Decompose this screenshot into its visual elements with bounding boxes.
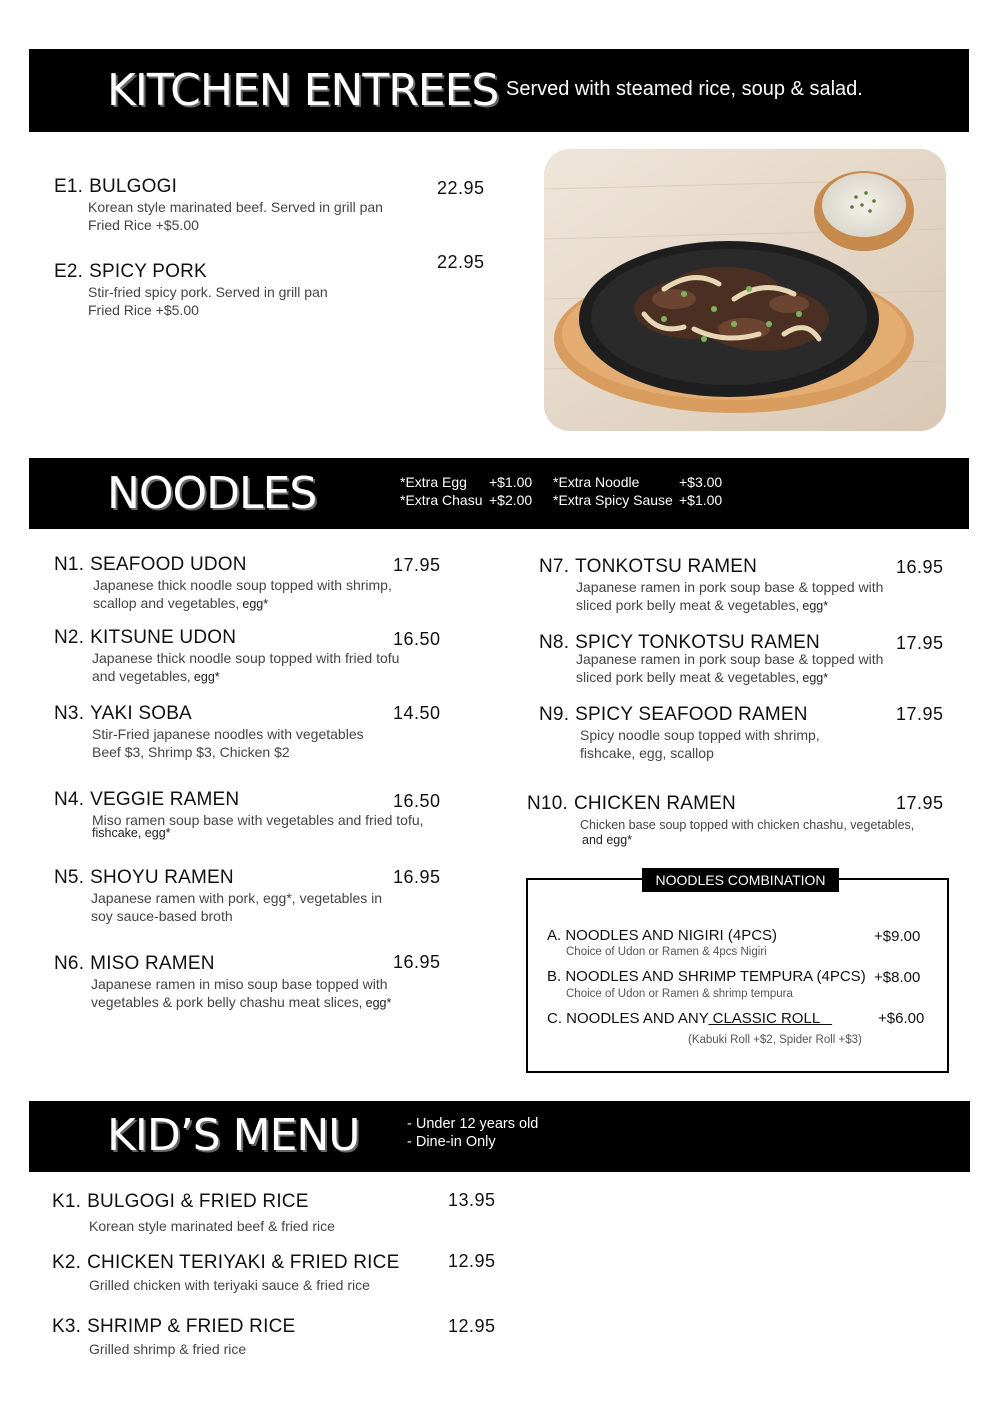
combo-a-name: A. NOODLES AND NIGIRI (4PCS) <box>547 927 778 944</box>
menu-item-n4 <box>54 789 424 840</box>
item-code: N2. <box>54 627 85 648</box>
combo-b-price: +$8.00 <box>874 969 921 986</box>
item-code: K1. <box>52 1191 82 1212</box>
bulgogi-dish-icon <box>544 149 946 431</box>
item-name: YAKI SOBA <box>90 703 192 724</box>
item-name: BULGOGI & FRIED RICE <box>87 1191 309 1212</box>
menu-item-n6 <box>54 953 391 1012</box>
menu-item-n5 <box>54 867 382 925</box>
combo-b-name: B. NOODLES AND SHRIMP TEMPURA (4PCS) <box>547 968 866 985</box>
item-description: Japanese ramen in pork soup base & topped with <box>576 579 884 595</box>
item-egg-note: fishcake, egg* <box>92 826 171 840</box>
item-description: Chicken base soup topped with chicken chashu, vegetables, <box>580 818 915 832</box>
item-code: N10. <box>527 793 568 814</box>
item-description-2: scallop and vegetables <box>93 595 236 611</box>
item-description: Stir-fried spicy pork. Served in grill pan <box>88 284 328 300</box>
item-code: N7. <box>539 556 570 577</box>
item-description-2: fishcake, egg, scallop <box>580 745 714 761</box>
item-code: N9. <box>539 704 570 725</box>
item-description: Stir-Fried japanese noodles with vegetables <box>92 726 364 742</box>
price-n1: 17.95 <box>393 555 441 575</box>
extra-spicy-label: *Extra Spicy Sause <box>553 492 673 508</box>
kitchen-entrees-title: KITCHEN ENTREES <box>107 65 499 116</box>
item-egg-note: , egg* <box>795 599 829 613</box>
menu-item-e1 <box>54 176 383 234</box>
item-name: CHICKEN TERIYAKI & FRIED RICE <box>87 1252 400 1273</box>
item-addons: Beef $3, Shrimp $3, Chicken $2 <box>92 744 290 760</box>
kids-note-dine-in: - Dine-in Only <box>407 1134 496 1150</box>
item-egg-note: , egg* <box>235 597 269 611</box>
price-n4: 16.50 <box>393 791 441 811</box>
price-k3: 12.95 <box>448 1316 496 1336</box>
item-name: SEAFOOD UDON <box>90 554 247 575</box>
item-description-2: sliced pork belly meat & vegetables <box>576 597 796 613</box>
item-egg-note: , egg* <box>186 670 220 684</box>
kitchen-entrees-subtitle: Served with steamed rice, soup & salad. <box>506 78 863 100</box>
kids-menu-title: KID’S MENU <box>107 1110 360 1161</box>
price-e1: 22.95 <box>437 178 485 198</box>
item-name: VEGGIE RAMEN <box>90 789 240 810</box>
noodles-combination-label: NOODLES COMBINATION <box>642 868 839 892</box>
menu-item-n8 <box>539 632 883 687</box>
combo-c-desc: (Kabuki Roll +$2, Spider Roll +$3) <box>688 1034 862 1046</box>
item-name: MISO RAMEN <box>90 953 215 974</box>
menu-item-k1 <box>52 1191 335 1235</box>
item-description: Japanese ramen with pork, egg*, vegetables in <box>91 890 383 906</box>
item-description: Grilled shrimp & fried rice <box>89 1341 247 1357</box>
item-name: SHOYU RAMEN <box>90 867 234 888</box>
item-description: Japanese thick noodle soup topped with fried tofu <box>92 650 400 666</box>
price-k1: 13.95 <box>448 1190 496 1210</box>
item-egg-note: , egg* <box>795 671 829 685</box>
item-description: Japanese ramen in miso soup base topped with <box>91 976 388 992</box>
item-code: N1. <box>54 554 85 575</box>
menu-item-n7 <box>539 556 883 615</box>
menu-item-k2 <box>52 1252 399 1294</box>
menu-item-n3 <box>54 703 364 761</box>
item-name: CHICKEN RAMEN <box>573 793 736 814</box>
price-n2: 16.50 <box>393 629 441 649</box>
price-k2: 12.95 <box>448 1251 496 1271</box>
extra-chasu-price: +$2.00 <box>489 492 533 508</box>
item-code: E2. <box>54 261 84 282</box>
combo-b-desc: Choice of Udon or Ramen & shrimp tempura <box>566 988 793 1000</box>
bulgogi-photo <box>544 149 946 431</box>
item-code: K2. <box>52 1252 82 1273</box>
combo-c-name-text: C. NOODLES AND ANY <box>547 1010 709 1027</box>
classic-roll-link[interactable]: CLASSIC ROLL <box>708 1010 833 1027</box>
item-description-2: vegetables & pork belly chashu meat slices <box>91 994 359 1010</box>
item-description: Miso ramen soup base with vegetables and fried tofu, <box>92 812 424 828</box>
extra-chasu-label: *Extra Chasu <box>400 492 483 508</box>
item-egg-note: , egg* <box>358 996 392 1010</box>
extra-egg-label: *Extra Egg <box>400 474 467 490</box>
extra-egg-price: +$1.00 <box>489 474 533 490</box>
menu-item-e2 <box>54 261 328 319</box>
price-n8: 17.95 <box>896 633 944 653</box>
item-description: Japanese ramen in pork soup base & topped with <box>576 651 884 667</box>
menu-item-n2 <box>54 627 399 686</box>
combo-c-name <box>547 1010 832 1027</box>
noodles-banner <box>29 458 969 529</box>
item-code: N5. <box>54 867 85 888</box>
combo-a-desc: Choice of Udon or Ramen & 4pcs Nigiri <box>566 946 767 958</box>
item-code: N3. <box>54 703 85 724</box>
item-code: E1. <box>54 176 84 197</box>
price-e2: 22.95 <box>437 252 485 272</box>
combo-a-price: +$9.00 <box>874 928 921 945</box>
price-n9: 17.95 <box>896 704 944 724</box>
extra-spicy-price: +$1.00 <box>679 492 723 508</box>
price-n6: 16.95 <box>393 952 441 972</box>
item-code: N4. <box>54 789 85 810</box>
kitchen-entrees-banner <box>29 49 969 132</box>
kids-menu-banner <box>29 1101 970 1172</box>
item-description-2: and vegetables <box>92 668 187 684</box>
item-description: Spicy noodle soup topped with shrimp, <box>580 727 820 743</box>
item-name: SPICY PORK <box>89 261 207 282</box>
price-n7: 16.95 <box>896 557 944 577</box>
item-description-2: soy sauce-based broth <box>91 908 233 924</box>
item-name: SPICY TONKOTSU RAMEN <box>575 632 820 653</box>
item-description: Grilled chicken with teriyaki sauce & fried rice <box>89 1277 370 1293</box>
menu-item-n9 <box>539 704 820 762</box>
price-n10: 17.95 <box>896 793 944 813</box>
item-description: Korean style marinated beef & fried rice <box>89 1218 335 1234</box>
price-n3: 14.50 <box>393 703 441 723</box>
menu-item-n1 <box>54 554 392 613</box>
menu-item-n10 <box>527 793 914 846</box>
extra-noodle-label: *Extra Noodle <box>553 474 640 490</box>
price-n5: 16.95 <box>393 867 441 887</box>
item-name: BULGOGI <box>89 176 178 197</box>
item-description-2: sliced pork belly meat & vegetables <box>576 669 796 685</box>
item-name: SPICY SEAFOOD RAMEN <box>575 704 808 725</box>
item-addon: Fried Rice +$5.00 <box>88 302 199 318</box>
menu-item-k3 <box>52 1316 295 1358</box>
item-description: Japanese thick noodle soup topped with shrimp, <box>93 577 392 593</box>
item-name: SHRIMP & FRIED RICE <box>87 1316 296 1337</box>
item-code: N6. <box>54 953 85 974</box>
item-name: TONKOTSU RAMEN <box>575 556 758 577</box>
kids-note-age: - Under 12 years old <box>407 1116 539 1132</box>
item-name: KITSUNE UDON <box>90 627 237 648</box>
item-egg-note: and egg* <box>582 833 633 847</box>
noodles-title: NOODLES <box>107 468 317 519</box>
noodles-extras <box>400 473 760 513</box>
extra-noodle-price: +$3.00 <box>679 474 723 490</box>
item-code: K3. <box>52 1316 82 1337</box>
item-code: N8. <box>539 632 570 653</box>
combo-c-price: +$6.00 <box>878 1010 925 1027</box>
item-description: Korean style marinated beef. Served in grill pan <box>88 199 383 215</box>
item-addon: Fried Rice +$5.00 <box>88 217 199 233</box>
